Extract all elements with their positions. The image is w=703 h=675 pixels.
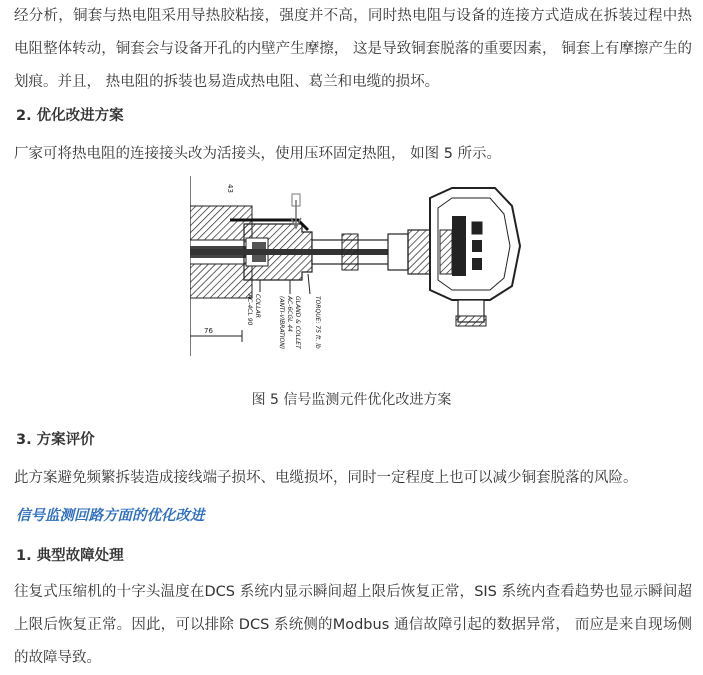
label-collar-code: AC-4CL 90 bbox=[246, 294, 253, 326]
paragraph-plan-description: 厂家可将热电阻的连接接头改为活接头，使用压环固定热阻， 如图 5 所示。 bbox=[14, 146, 502, 162]
label-top-mark: 43 bbox=[226, 184, 234, 193]
label-collar: COLLAR bbox=[254, 294, 261, 318]
label-gland-code: AC-6CGL 44 bbox=[286, 296, 293, 332]
label-torque: TORQUE: 75 ft. lb bbox=[314, 296, 321, 349]
heading-plan-evaluation: 3. 方案评价 bbox=[16, 432, 95, 448]
label-anti-vibration: (ANTI-VIBRATION) bbox=[278, 296, 285, 350]
thermal-resistor-diagram bbox=[190, 176, 525, 358]
paragraph-evaluation: 此方案避免频繁拆装造成接线端子损坏、电缆损坏，同时一定程度上也可以减少铜套脱落的风险。 bbox=[14, 470, 638, 486]
label-dimension: 76 bbox=[204, 327, 213, 335]
figure-5-diagram bbox=[190, 176, 525, 358]
intro-paragraph: 经分析，铜套与热电阻采用导热胶粘接，强度并不高，同时热电阻与设备的连接方式造成在拆装过程中热电阻整体转动，铜套会与设备开孔的内壁产生摩擦， 这是导致铜套脱落的重要因素， 铜套上有摩擦产生的划痕。并且， 热电阻的拆装也易造成热电阻、葛兰和电缆的损坏。 bbox=[14, 8, 692, 90]
label-gland: GLAND & COLLET bbox=[294, 296, 301, 349]
heading-optimization-plan: 2. 优化改进方案 bbox=[16, 108, 124, 124]
section-title-signal-loop: 信号监测回路方面的优化改进 bbox=[16, 508, 205, 524]
paragraph-fault-handling: 往复式压缩机的十字头温度在DCS 系统内显示瞬间超上限后恢复正常，SIS 系统内查看趋势也显示瞬间超上限后恢复正常。因此，可以排除 DCS 系统侧的Modbus 通信故障引起的数据异常， 而应是来自现场侧的故障导致。 bbox=[14, 584, 692, 666]
heading-typical-fault: 1. 典型故障处理 bbox=[16, 548, 124, 564]
figure-caption: 图 5 信号监测元件优化改进方案 bbox=[251, 392, 452, 408]
